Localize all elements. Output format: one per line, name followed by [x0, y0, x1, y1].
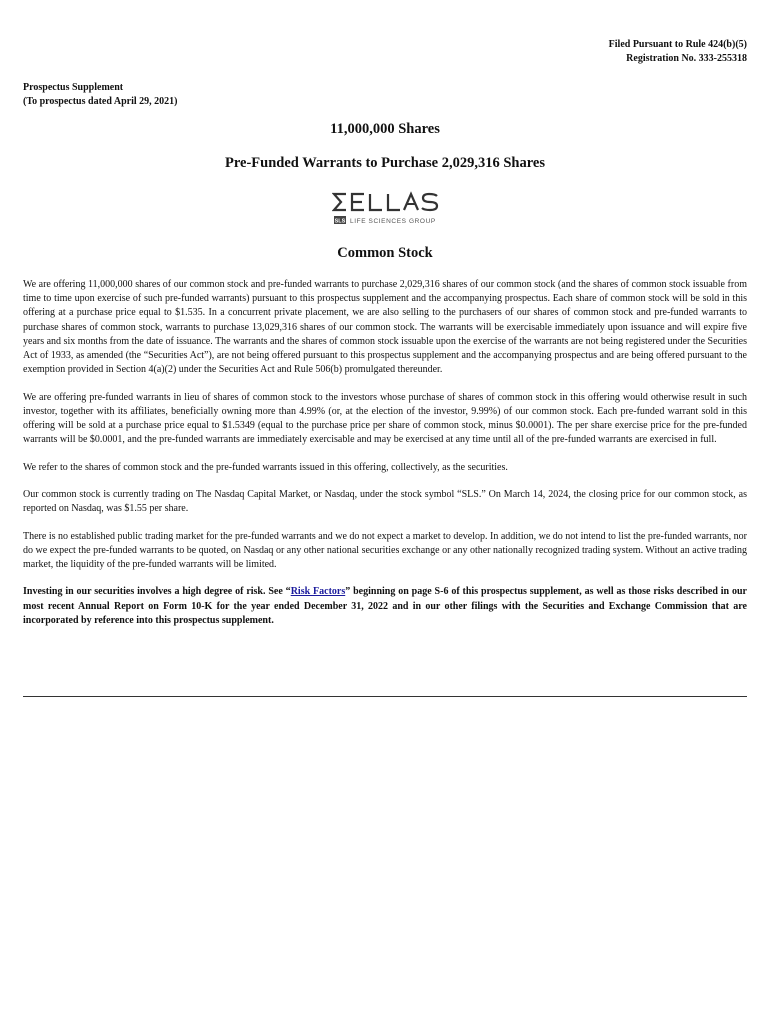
- logo-sigma-mark: [334, 194, 346, 210]
- common-stock-title: Common Stock: [337, 245, 433, 261]
- no-market-paragraph: There is no established public trading market for the pre-funded warrants and we do not expect a market to develop. In addition, we do not intend to list the pre-funded warrants, nor do we expect the pre-funded warrants to be quoted, on Nasdaq or any other national securities exchange or any other nationally recognized trading system. Without an active trading market, the liquidity of the pre-funded warrants will be limited.: [23, 530, 747, 570]
- horizontal-divider: [23, 696, 747, 697]
- sellas-logo: [332, 191, 442, 227]
- prospectus-supplement-heading: [23, 81, 177, 108]
- filing-rule: Filed Pursuant to Rule 424(b)(5): [608, 39, 747, 50]
- securities-definition-paragraph: We refer to the shares of common stock and the pre-funded warrants issued in this offering, collectively, as the securities.: [23, 461, 508, 473]
- nasdaq-trading-paragraph: Our common stock is currently trading on The Nasdaq Capital Market, or Nasdaq, under the stock symbol “SLS.” On March 14, 2024, the closing price for our common stock, as reported on Nasdaq, was $1.55 per share.: [23, 489, 747, 515]
- supplement-date: (To prospectus dated April 29, 2021): [23, 95, 178, 107]
- pre-funded-warrants-paragraph: We are offering pre-funded warrants in lieu of shares of common stock to the investors whose purchase of shares of common stock in this offering would otherwise result in such investor, together with its affiliates, beneficially owning more than 4.99% (or, at the election of the investor, 9.99%) of our common stock. Each pre-funded warrant sold in this offering will be sold at a purchase price equal to $1.5349 (equal to the purchase price per share of common stock, minus $0.0001). The per share exercise price for the pre-funded warrants will be $0.0001, and the pre-funded warrants are immediately exercisable and may be exercised at any time until all of the pre-funded warrants are exercised in full.: [23, 391, 747, 446]
- offering-paragraph: We are offering 11,000,000 shares of our common stock and pre-funded warrants to purchase 2,029,316 shares of our common stock (and the shares of common stock issuable from time to time upon exercise of such pre-funded warrants) pursuant to this prospectus supplement and the accompanying prospectus. Each share of common stock will be sold in this offering at a purchase price equal to $1.535. In a concurrent private placement, we are also selling to the purchasers of our shares of common stock and pre-funded warrants to purchase shares of common stock, warrants to purchase 13,029,316 shares of our common stock. The warrants will be exercisable immediately upon issuance and will expire five years and six months from the date of issuance. The warrants and the shares of common stock issuable upon the exercise of the warrants are not being registered under the Securities Act of 1933, as amended (the “Securities Act”), are not being offered pursuant to this prospectus supplement and the accompanying prospectus and are being offered pursuant to the exemption provided in Section 4(a)(2) under the Securities Act and Rule 506(b) promulgated thereunder.: [23, 279, 747, 376]
- risk-factors-link[interactable]: Risk Factors: [290, 586, 346, 598]
- registration-number: Registration No. 333-255318: [626, 53, 747, 64]
- prospectus-body: [23, 278, 747, 641]
- filing-header: [609, 38, 747, 66]
- logo-badge-text: SLS: [334, 218, 346, 225]
- warrants-title: Pre-Funded Warrants to Purchase 2,029,316 Shares: [225, 155, 545, 171]
- shares-title: 11,000,000 Shares: [330, 121, 440, 137]
- risk-text-before: Investing in our securities involves a high degree of risk. See “: [23, 586, 291, 598]
- supplement-title: Prospectus Supplement: [23, 82, 124, 93]
- logo-tagline: LIFE SCIENCES GROUP: [350, 218, 436, 225]
- risk-text-after: ” beginning on page S-6 of this prospectus supplement, as well as those risks described in our most recent Annual Report on Form 10-K for the year ended December 31, 2022 and in our other filings with the Securities and Exchange Commission that are incorporated by reference into this prospectus supplement.: [23, 586, 747, 626]
- risk-warning-paragraph: [23, 585, 747, 628]
